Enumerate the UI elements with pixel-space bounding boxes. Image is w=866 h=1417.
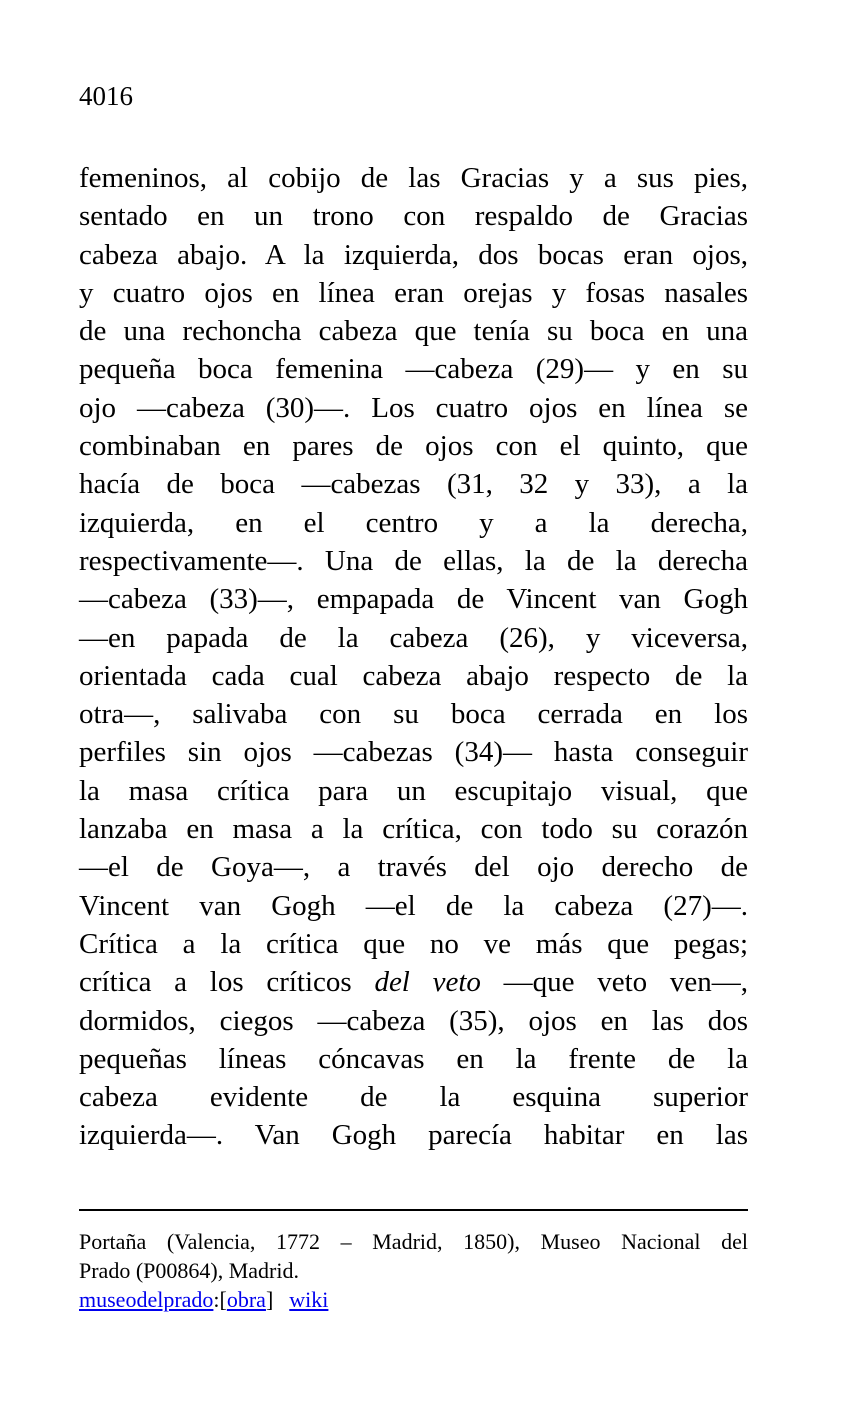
- text-line: pequeñas líneas cóncavas en la frente de la: [79, 1042, 748, 1075]
- text-segment: —que veto ven—,: [480, 966, 749, 999]
- wiki-link[interactable]: wiki: [289, 1287, 329, 1312]
- text-line: lanzaba en masa a la crítica, con todo su corazón: [79, 813, 748, 846]
- footnote-line: Prado (P00864), Madrid.: [79, 1258, 299, 1283]
- footnote: [79, 1227, 748, 1314]
- text-line: pequeña boca femenina —cabeza (29)— y en su: [79, 353, 748, 386]
- text-line: izquierda—. Van Gogh parecía habitar en las: [79, 1119, 748, 1152]
- text-line: perfiles sin ojos —cabezas (34)— hasta conseguir: [79, 736, 748, 769]
- text-line: cabeza evidente de la esquina superior: [79, 1081, 748, 1114]
- text-line: femeninos, al cobijo de las Gracias y a sus pies,: [79, 162, 748, 194]
- text-line: orientada cada cual cabeza abajo respecto de la: [79, 659, 748, 692]
- text-line: cabeza abajo. A la izquierda, dos bocas eran ojos,: [79, 238, 748, 271]
- text-line: otra—, salivaba con su boca cerrada en los: [79, 698, 748, 731]
- text-line: —el de Goya—, a través del ojo derecho de: [79, 851, 748, 884]
- text-line: la masa crítica para un escupitajo visual, que: [79, 774, 748, 807]
- body-text: [79, 159, 748, 1155]
- text-line: [79, 963, 748, 1001]
- museodelprado-link[interactable]: museodelprado: [79, 1287, 214, 1312]
- text-line: ojo —cabeza (30)—. Los cuatro ojos en línea se: [79, 391, 748, 424]
- link-separator: ]: [265, 1287, 274, 1312]
- text-line: Vincent van Gogh —el de la cabeza (27)—.: [79, 889, 748, 922]
- text-line: izquierda, en el centro y a la derecha,: [79, 506, 748, 539]
- text-line: dormidos, ciegos —cabeza (35), ojos en las dos: [79, 1004, 748, 1037]
- text-line: —en papada de la cabeza (26), y viceversa,: [79, 621, 748, 654]
- footnote-links: [79, 1285, 748, 1314]
- text-line: —cabeza (33)—, empapada de Vincent van Gogh: [79, 583, 748, 616]
- link-separator: :[: [213, 1287, 227, 1312]
- text-segment: crítica a los críticos: [79, 966, 375, 999]
- text-line: hacía de boca —cabezas (31, 32 y 33), a la: [79, 468, 748, 501]
- text-line: y cuatro ojos en línea eran orejas y fosas nasales: [79, 276, 748, 309]
- italic-phrase: del veto: [374, 966, 481, 999]
- text-line: combinaban en pares de ojos con el quinto, que: [79, 430, 748, 463]
- obra-link[interactable]: obra: [226, 1287, 266, 1312]
- footnote-divider: [79, 1209, 748, 1211]
- page-number: 4016: [79, 81, 133, 111]
- text-line: de una rechoncha cabeza que tenía su boca en una: [79, 315, 748, 348]
- text-line: respectivamente—. Una de ellas, la de la derecha: [79, 544, 748, 577]
- text-line: Crítica a la crítica que no ve más que pegas;: [79, 927, 748, 960]
- text-line: sentado en un trono con respaldo de Gracias: [79, 200, 748, 233]
- footnote-line: Portaña (Valencia, 1772 – Madrid, 1850), Museo Nacional del: [79, 1229, 748, 1254]
